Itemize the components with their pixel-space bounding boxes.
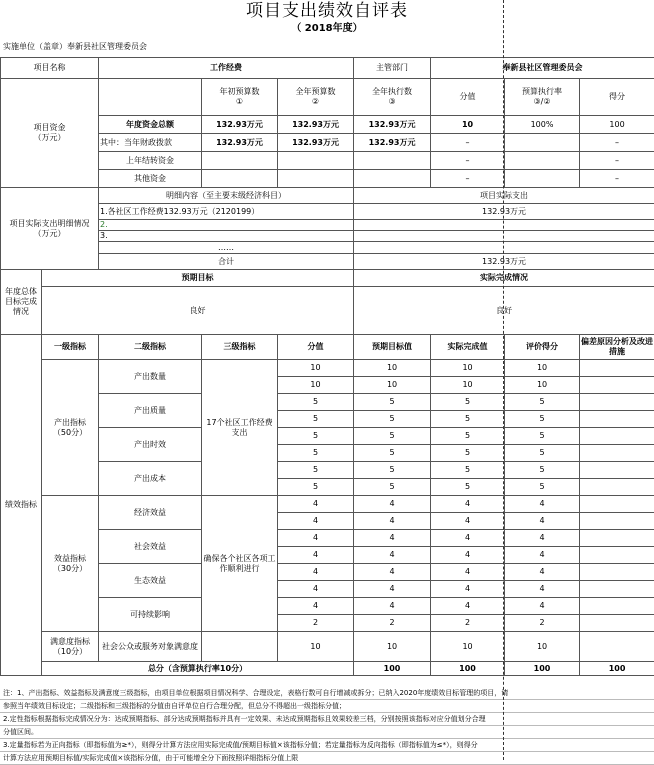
cell: 4 (505, 598, 580, 615)
cell (354, 170, 431, 188)
cell: 4 (431, 581, 505, 598)
detail-row: 1.各社区工作经费132.93万元（2120199） (99, 204, 354, 220)
cell: 5 (431, 428, 505, 445)
cell: 100 (580, 662, 654, 676)
cell: 10 (505, 360, 580, 377)
cell (580, 394, 654, 411)
cell: 10 (505, 377, 580, 394)
cell: 5 (354, 428, 431, 445)
cell: 100% (505, 116, 580, 134)
cell: 10 (431, 116, 505, 134)
cell: 4 (354, 496, 431, 513)
actual-result: 良好 (354, 287, 654, 335)
perf-h1: 一级指标 (42, 335, 99, 360)
cell: 4 (505, 496, 580, 513)
actual-result-label: 实际完成情况 (354, 270, 654, 287)
cell: 132.93万元 (278, 134, 354, 152)
note-line: 注：1、产出指标、效益指标及满意度三级指标，由项目单位根据项目情况科学、合理设定，表格行数可自行增减或拆分；已纳入2020年度绩效目标管理的项目，请 (0, 687, 654, 700)
cell (202, 152, 278, 170)
cell: 5 (278, 479, 354, 496)
cell: 10 (278, 360, 354, 377)
cell: 100 (354, 662, 431, 676)
cell: 132.93万元 (354, 116, 431, 134)
note-line: 3.定量指标若为正向指标（即指标值为≥*），则得分计算方法应用实际完成值/预期目标值×该指标分值；若定量指标为反向指标（即指标值为≤*），则得分 (0, 739, 654, 752)
project-name-label: 项目名称 (1, 58, 99, 79)
cell (580, 615, 654, 632)
cell: 10 (354, 360, 431, 377)
cell: 4 (354, 513, 431, 530)
goal-label: 年度总体目标完成情况 (1, 270, 42, 335)
cell (580, 479, 654, 496)
cell: 10 (354, 377, 431, 394)
cell (278, 152, 354, 170)
cell (202, 632, 278, 662)
evaluation-table (0, 57, 654, 676)
eco-benefit: 生态效益 (99, 564, 202, 598)
benefit-indicator: 效益指标 （30分） (42, 496, 99, 632)
perf-h2: 二级指标 (99, 335, 202, 360)
cell: 5 (505, 394, 580, 411)
cell: 4 (431, 513, 505, 530)
cell: 132.93万元 (354, 134, 431, 152)
cell: – (431, 152, 505, 170)
cell: 4 (505, 581, 580, 598)
project-name: 工作经费 (99, 58, 354, 79)
satisfaction-sub: 社会公众或服务对象满意度 (99, 632, 202, 662)
satisfaction-indicator: 满意度指标 （10分） (42, 632, 99, 662)
cell: 5 (278, 428, 354, 445)
dept-name: 奉新县社区管理委员会 (431, 58, 654, 79)
cell: 4 (354, 598, 431, 615)
cell (580, 632, 654, 662)
cell: 100 (505, 662, 580, 676)
perf-h7: 评价得分 (505, 335, 580, 360)
cell: 5 (505, 479, 580, 496)
cell (580, 513, 654, 530)
cell: 10 (431, 377, 505, 394)
total-score-label: 总分（含预算执行率10分） (42, 662, 354, 676)
economic-benefit: 经济效益 (99, 496, 202, 530)
footnotes (0, 687, 654, 765)
social-benefit: 社会效益 (99, 530, 202, 564)
cell (505, 170, 580, 188)
output-timeliness: 产出时效 (99, 428, 202, 462)
cell (580, 581, 654, 598)
perf-h6: 实际完成值 (431, 335, 505, 360)
col-annual-exec: 全年执行数 ③ (354, 79, 431, 116)
page-title: 项目支出绩效自评表 (246, 1, 408, 21)
implementing-unit: 实施单位（盖章）奉新县社区管理委员会 (3, 42, 147, 51)
cell (278, 170, 354, 188)
detail-col-content: 明细内容（至主要末级经济科目） (99, 188, 354, 204)
cell: 4 (505, 530, 580, 547)
cell: 5 (431, 462, 505, 479)
detail-amount: 132.93万元 (354, 204, 654, 220)
total-funds-label: 年度资金总额 (99, 116, 202, 134)
cell: 4 (505, 564, 580, 581)
cell: 10 (431, 632, 505, 662)
perf-h3: 三级指标 (202, 335, 278, 360)
cell: 4 (431, 547, 505, 564)
cell: 132.93万元 (202, 134, 278, 152)
cell: 5 (431, 411, 505, 428)
cell: 2 (278, 615, 354, 632)
cell: 4 (278, 496, 354, 513)
cell: 4 (278, 564, 354, 581)
cell (354, 152, 431, 170)
cell: 4 (278, 513, 354, 530)
cell: 4 (505, 513, 580, 530)
detail-row: …… (99, 242, 354, 254)
carryover-label: 上年结转资金 (99, 152, 202, 170)
cell (580, 598, 654, 615)
cell: 132.93万元 (202, 116, 278, 134)
cell: 10 (278, 377, 354, 394)
cell: 5 (354, 394, 431, 411)
detail-total: 132.93万元 (354, 254, 654, 270)
cell: 132.93万元 (278, 116, 354, 134)
perf-h8: 偏差原因分析及改进措施 (580, 335, 654, 360)
detail-label: 项目实际支出明细情况 （万元） (1, 188, 99, 270)
perf-h4: 分值 (278, 335, 354, 360)
cell: – (580, 170, 654, 188)
cell (580, 564, 654, 581)
col-annual-budget: 全年预算数 ② (278, 79, 354, 116)
cell: 4 (431, 598, 505, 615)
cell (580, 360, 654, 377)
output-indicator: 产出指标 （50分） (42, 360, 99, 496)
cell (202, 170, 278, 188)
cell: 5 (431, 445, 505, 462)
cell: 10 (431, 360, 505, 377)
sustainable-impact: 可持续影响 (99, 598, 202, 632)
perf-label: 绩效指标 (1, 335, 42, 676)
cell: 10 (505, 632, 580, 662)
cell: – (431, 134, 505, 152)
cell: 4 (431, 496, 505, 513)
cell: 4 (354, 564, 431, 581)
cell: 4 (431, 530, 505, 547)
output-cost: 产出成本 (99, 462, 202, 496)
cell: 5 (505, 411, 580, 428)
cell: 5 (278, 411, 354, 428)
cell: 10 (278, 632, 354, 662)
cell: 4 (278, 530, 354, 547)
cell: 5 (431, 479, 505, 496)
detail-row: 2. (99, 220, 354, 231)
cell: 5 (431, 394, 505, 411)
cell: 5 (278, 445, 354, 462)
cell (505, 152, 580, 170)
cell: 2 (505, 615, 580, 632)
cell (505, 134, 580, 152)
cell: 5 (505, 462, 580, 479)
cell: – (431, 170, 505, 188)
cell: 2 (431, 615, 505, 632)
report-year: （ 2018年度） (291, 23, 363, 34)
note-line: 2.定性指标根据指标完成情况分为：达成预期指标、部分达成预期指标并具有一定效果、未达成预期指标且效果较差三档，分别按照该指标对应分值划分合理 (0, 713, 654, 726)
dept-label: 主管部门 (354, 58, 431, 79)
cell: 4 (278, 581, 354, 598)
output-quantity: 产出数量 (99, 360, 202, 394)
cell: 4 (278, 547, 354, 564)
cell: 100 (431, 662, 505, 676)
cell (580, 445, 654, 462)
col-exec-rate: 预算执行率 ③/② (505, 79, 580, 116)
expected-goal-label: 预期目标 (42, 270, 354, 287)
cell: 4 (354, 581, 431, 598)
cell: 5 (354, 445, 431, 462)
cell: 2 (354, 615, 431, 632)
fiscal-funds-label: 其中：当年财政拨款 (99, 134, 202, 152)
cell: 5 (505, 445, 580, 462)
cell: 100 (580, 116, 654, 134)
cell (580, 547, 654, 564)
cell: – (580, 134, 654, 152)
third-output: 17个社区工作经费支出 (202, 360, 278, 496)
other-funds-label: 其他资金 (99, 170, 202, 188)
cell: 10 (354, 632, 431, 662)
note-line: 计算方法应用预期目标值/实际完成值×该指标分值，由于可能增全分下面按照详细指标分值上限 (0, 752, 654, 765)
cell: 5 (354, 411, 431, 428)
cell (580, 530, 654, 547)
col-score-value: 分值 (431, 79, 505, 116)
cell: – (580, 152, 654, 170)
third-benefit: 确保各个社区各项工作顺利进行 (202, 496, 278, 632)
col-initial-budget: 年初预算数 ① (202, 79, 278, 116)
cell (580, 496, 654, 513)
detail-total-label: 合计 (99, 254, 354, 270)
cell: 5 (505, 428, 580, 445)
output-quality: 产出质量 (99, 394, 202, 428)
note-line: 分值区间。 (0, 726, 654, 739)
cell: 4 (354, 530, 431, 547)
detail-col-amount: 项目实际支出 (354, 188, 654, 204)
funds-label: 项目资金 （万元） (1, 79, 99, 188)
perf-h5: 预期目标值 (354, 335, 431, 360)
detail-row: 3. (99, 231, 354, 242)
cell: 4 (278, 598, 354, 615)
cell: 5 (354, 462, 431, 479)
cell: 5 (278, 394, 354, 411)
note-line: 参照当年绩效目标设定；二级指标和三级指标的分值由自评单位自行合理分配，但总分不得超出一级指标分值； (0, 700, 654, 713)
expected-goal: 良好 (42, 287, 354, 335)
cell (580, 462, 654, 479)
cell: 5 (278, 462, 354, 479)
cell (580, 377, 654, 394)
cell: 4 (505, 547, 580, 564)
cell: 4 (431, 564, 505, 581)
cell (580, 428, 654, 445)
cell: 5 (354, 479, 431, 496)
page-break-line (503, 0, 504, 760)
cell (580, 411, 654, 428)
cell: 4 (354, 547, 431, 564)
blank-cell (99, 79, 202, 116)
col-score: 得分 (580, 79, 654, 116)
